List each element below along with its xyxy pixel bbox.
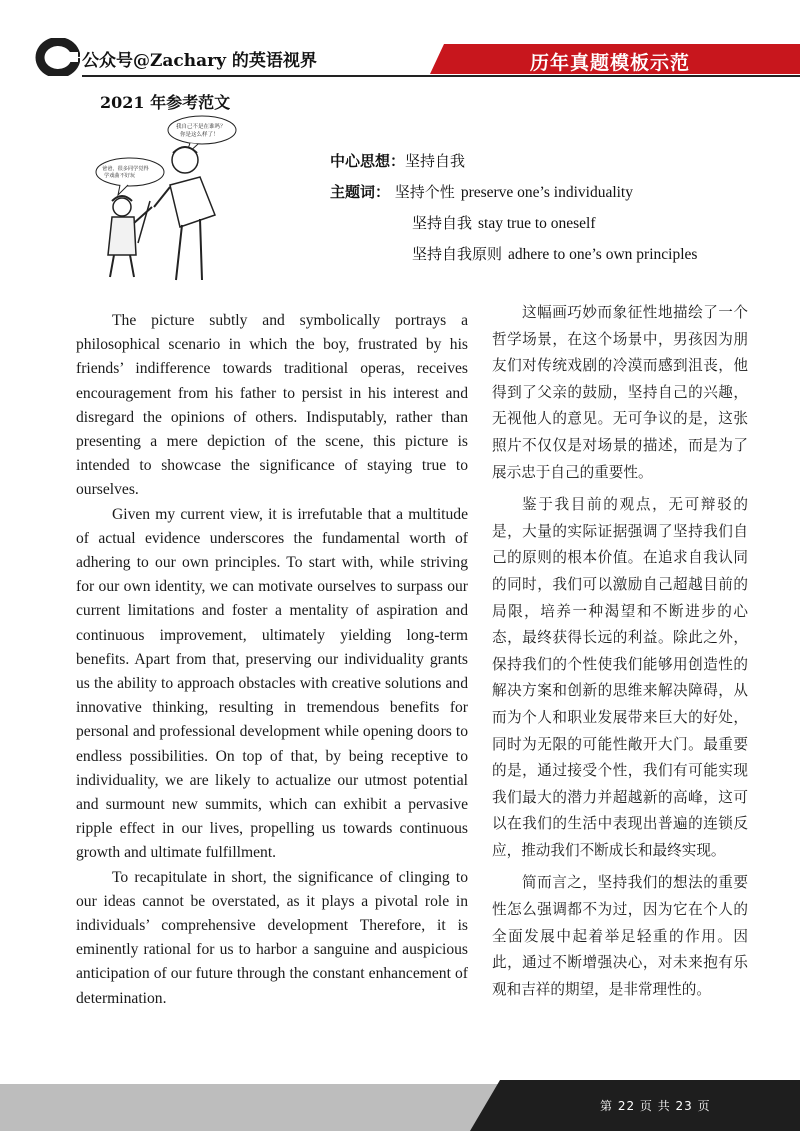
page-number: 第 22 页 共 23 页 xyxy=(600,1099,711,1113)
english-paragraph: Given my current view, it is irrefutable that a multitude of actual evidence underscores the fundamental worth of adhering to our own principles. To start with, while striving for our own identity, we can motivate ourselves to surpass our current limitations and foster a mentality of aspiration and continuous improvement, ultimately yielding long-term benefits. Apart from that, preserving our individuality grants us the ability to approach obstacles with creative solutions and innovative thinking, resulting in tremendous benefits for personal and professional development while opening doors to endless possibilities. On top of that, by being receptive to individuality, we are likely to actualize our utmost potential and surmount new summits, which can exhibit a pervasive ripple effect in our lives, propelling us towards continuous growth and ultimate fulfillment. xyxy=(76,505,468,862)
english-essay xyxy=(76,309,468,1011)
english-paragraph: The picture subtly and symbolically portrays a philosophical scenario in which the boy, frustrated by his friends’ indifference towards traditional operas, receives encouragement from his father to persist in his interest and disregard the opinions of others. Indisputably, rather than presenting a mere depiction of the scene, this picture is intended to showcase the significance of staying true to ourselves. xyxy=(76,312,468,499)
english-paragraph: To recapitulate in short, the significance of clinging to our ideas cannot be overstated, as it plays a pivotal role in individuals’ comprehensive development Therefore, it is eminently rational for us to harbor a sanguine and auspicious anticipation of our future through the constant enhancement of determination. xyxy=(76,868,468,1007)
theme-en: stay true to oneself xyxy=(478,215,596,232)
svg-text:学戏曲不好玩: 学戏曲不好玩 xyxy=(104,173,136,179)
theme-row xyxy=(330,239,697,270)
theme-en: preserve one’s individuality xyxy=(460,184,633,201)
central-idea-value: 坚持自我 xyxy=(405,152,466,170)
theme-row xyxy=(330,208,697,239)
svg-text:爸爸，很多同学觉得: 爸爸，很多同学觉得 xyxy=(102,166,149,172)
theme-zh: 坚持自我 xyxy=(412,214,473,232)
theme-zh: 坚持自我原则 xyxy=(412,245,503,263)
logo-icon xyxy=(30,38,80,76)
central-idea-row xyxy=(330,146,697,177)
chinese-paragraph: 这幅画巧妙而象征性地描绘了一个哲学场景，在这个场景中，男孩因为朋友们对传统戏剧的冷漠而感到沮丧，他得到了父亲的鼓励，坚持自己的兴趣，无视他人的意见。无可争议的是，这张照片不仅仅是对场景的描述，而是为了展示忠于自己的重要性。 xyxy=(492,304,748,481)
key-info xyxy=(330,146,697,270)
page-header xyxy=(0,0,800,90)
svg-text:你是这么样了！: 你是这么样了！ xyxy=(180,132,219,138)
cartoon-illustration xyxy=(90,115,260,285)
central-idea-label: 中心思想： xyxy=(330,152,406,170)
theme-row xyxy=(330,177,697,208)
chinese-translation xyxy=(492,300,748,1009)
header-divider xyxy=(82,75,800,77)
theme-zh: 坚持个性 xyxy=(394,183,455,201)
section-title: 2021 年参考范文 xyxy=(100,93,231,112)
svg-text:我自己不是在谁吗？: 我自己不是在谁吗？ xyxy=(176,124,226,130)
header-left-title: 公众号@Zachary 的英语视界 xyxy=(82,51,317,71)
theme-label: 主题词： xyxy=(330,183,391,201)
header-right-title: 历年真题模板示范 xyxy=(529,52,690,74)
chinese-paragraph: 鉴于我目前的观点，无可辩驳的是，大量的实际证据强调了坚持我们自己的原则的根本价值。在追求自我认同的同时，我们可以激励自己超越目前的局限，培养一种渴望和不断进步的心态，最终获得长远的利益。除此之外，保持我们的个性使我们能够用创造性的解决方案和创新的思维来解决障碍，从而为个人和职业发展带来巨大的好处，同时为无限的可能性敞开大门。最重要的是，通过接受个性，我们有可能实现我们最大的潜力并超越新的高峰，这可以在我们的生活中表现出普遍的连锁反应，推动我们不断成长和最终实现。 xyxy=(492,496,748,859)
chinese-paragraph: 简而言之，坚持我们的想法的重要性怎么强调都不为过，因为它在个人的全面发展中起着举足轻重的作用。因此，通过不断增强决心，对未来抱有乐观和吉祥的期望，是非常理性的。 xyxy=(492,874,748,998)
theme-en: adhere to one’s own principles xyxy=(508,246,698,263)
